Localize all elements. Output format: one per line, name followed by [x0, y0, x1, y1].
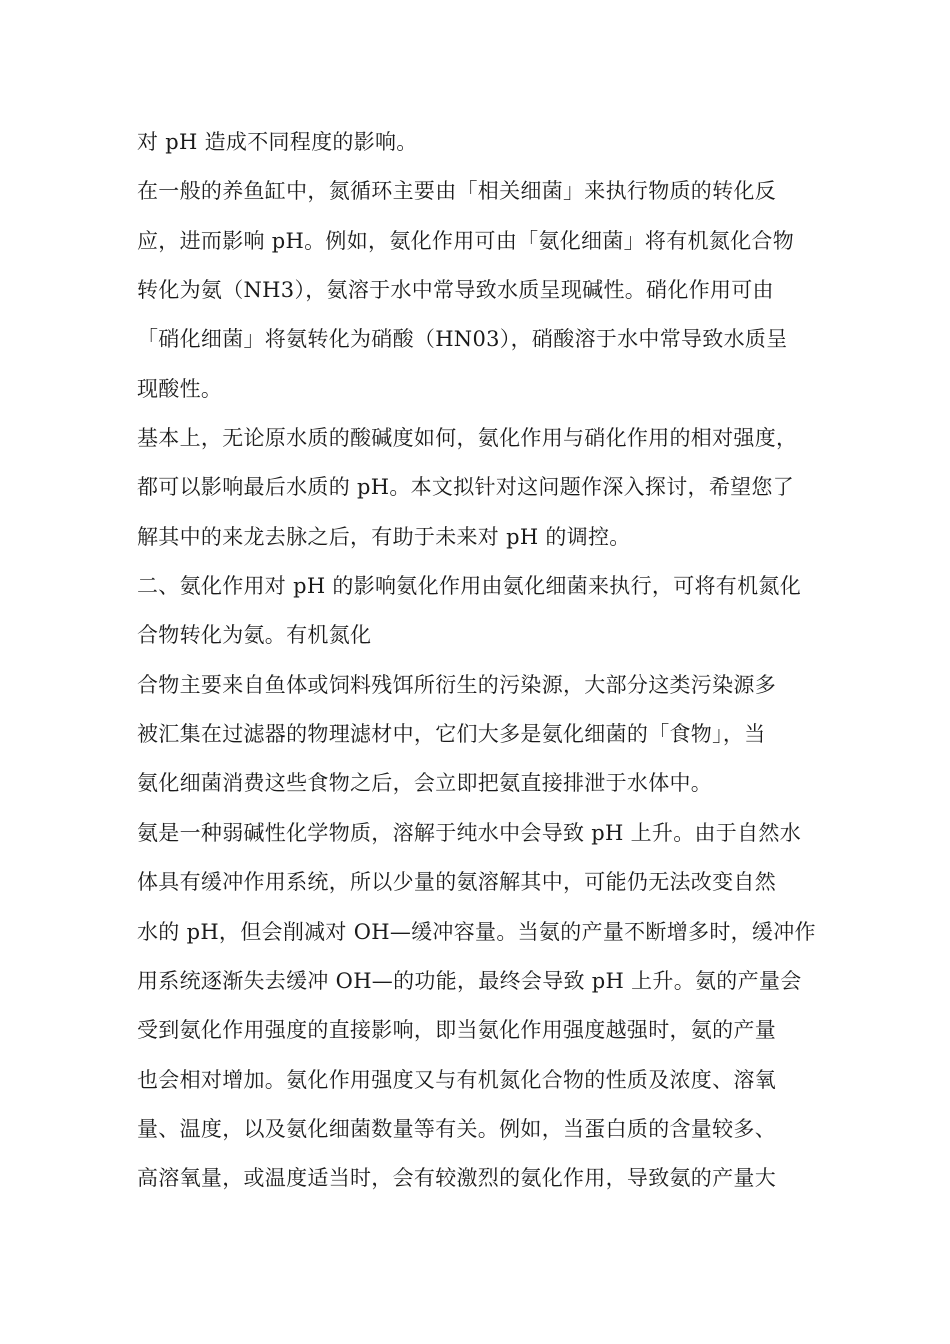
text-line: 转化为氨（NH3），氨溶于水中常导致水质呈现碱性。硝化作用可由	[137, 278, 774, 303]
text-line: 「硝化细菌」将氨转化为硝酸（HN03），硝酸溶于水中常导致水质呈	[137, 327, 788, 352]
text-line: 都可以影响最后水质的 pH。本文拟针对这问题作深入探讨，希望您了	[137, 475, 795, 500]
text-line: 水的 pH，但会削减对 OH—缓冲容量。当氨的产量不断增多时，缓冲作	[137, 919, 816, 944]
text-line: 氨化细菌消费这些食物之后，会立即把氨直接排泄于水体中。	[137, 771, 713, 796]
text-line: 体具有缓冲作用系统，所以少量的氨溶解其中，可能仍无法改变自然	[137, 870, 776, 895]
text-line: 高溶氧量，或温度适当时，会有较激烈的氨化作用，导致氨的产量大	[137, 1166, 776, 1191]
text-line: 基本上，无论原水质的酸碱度如何，氨化作用与硝化作用的相对强度，	[137, 426, 798, 451]
text-line: 应，进而影响 pH。例如，氨化作用可由「氨化细菌」将有机氮化合物	[137, 228, 795, 253]
text-line: 量、温度，以及氨化细菌数量等有关。例如，当蛋白质的含量较多、	[137, 1116, 776, 1141]
text-line: 合物主要来自鱼体或饲料残饵所衍生的污染源，大部分这类污染源多	[137, 672, 776, 697]
text-line: 在一般的养鱼缸中，氮循环主要由「相关细菌」来执行物质的转化反	[137, 179, 776, 204]
text-line: 用系统逐渐失去缓冲 OH—的功能，最终会导致 pH 上升。氨的产量会	[137, 968, 802, 993]
text-line: 也会相对增加。氨化作用强度又与有机氮化合物的性质及浓度、溶氧	[137, 1067, 776, 1092]
body-text	[137, 118, 827, 1204]
text-line: 合物转化为氨。有机氮化	[137, 623, 372, 648]
text-line: 受到氨化作用强度的直接影响，即当氨化作用强度越强时，氨的产量	[137, 1018, 776, 1043]
section-heading-line: 二、氨化作用对 pH 的影响氨化作用由氨化细菌来执行，可将有机氮化	[137, 574, 802, 599]
text-line: 现酸性。	[137, 376, 223, 401]
text-line: 对 pH 造成不同程度的影响。	[137, 130, 418, 154]
text-line: 氨是一种弱碱性化学物质，溶解于纯水中会导致 pH 上升。由于自然水	[137, 820, 802, 845]
text-line: 被汇集在过滤器的物理滤材中，它们大多是氨化细菌的「食物」，当	[137, 722, 766, 747]
text-line: 解其中的来龙去脉之后，有助于未来对 pH 的调控。	[137, 524, 631, 549]
